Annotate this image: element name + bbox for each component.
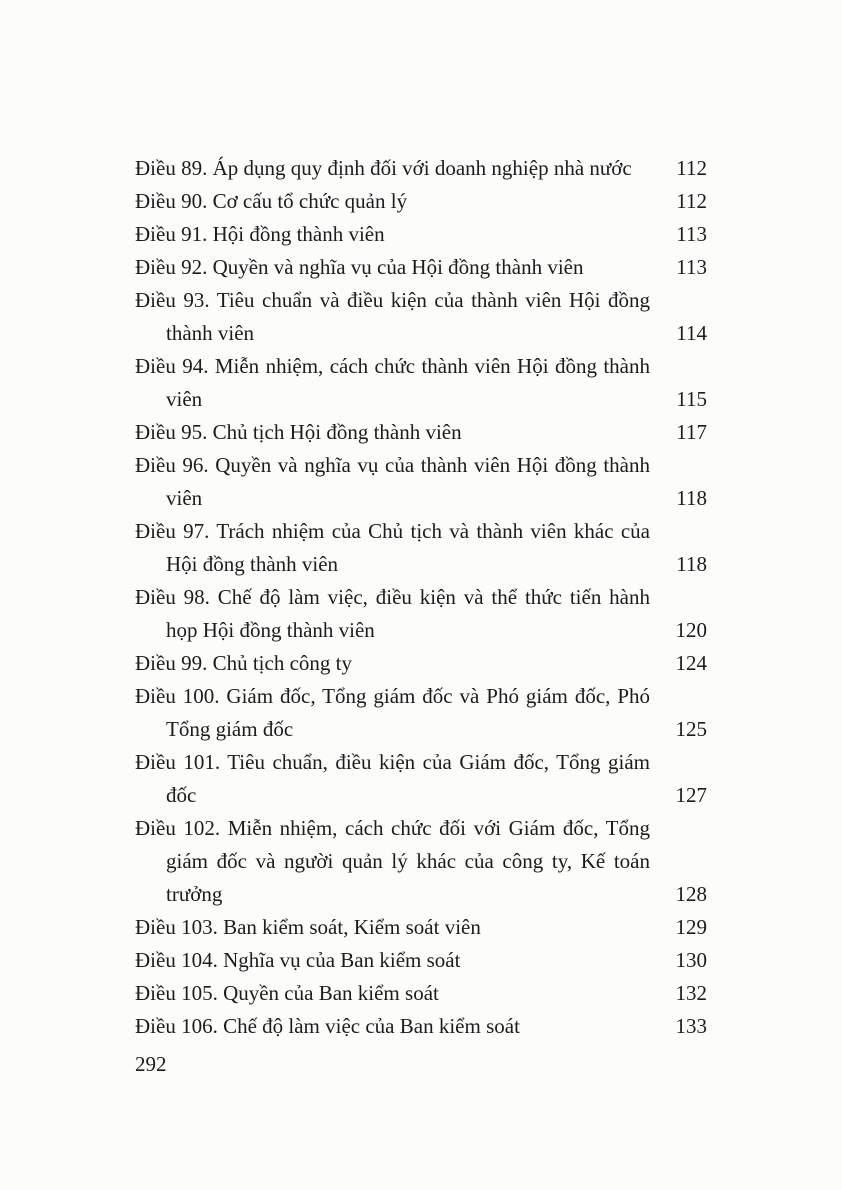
toc-entry: [135, 218, 707, 251]
toc-entry: [135, 350, 707, 416]
toc-entry: [135, 515, 707, 581]
toc-entry-title: Điều 92. Quyền và nghĩa vụ của Hội đồng thành viên: [135, 255, 584, 279]
toc-entry-title: Điều 93. Tiêu chuẩn và điều kiện của thành viên Hội đồng thành viên: [135, 288, 650, 345]
toc-entry: [135, 251, 707, 284]
toc-entry-title: Điều 94. Miễn nhiệm, cách chức thành viên Hội đồng thành viên: [135, 354, 650, 411]
toc-entry-page: 127: [675, 783, 707, 807]
toc-entry: [135, 680, 707, 746]
toc-entry-title: Điều 102. Miễn nhiệm, cách chức đối với Giám đốc, Tổng giám đốc và người quản lý khác của công ty, Kế toán trưởng: [135, 816, 650, 906]
toc-entry-page: 129: [675, 915, 707, 939]
toc-entry: [135, 911, 707, 944]
toc-entry-title: Điều 104. Nghĩa vụ của Ban kiểm soát: [135, 948, 461, 972]
toc-entry: [135, 944, 707, 977]
toc-entry-title: Điều 100. Giám đốc, Tổng giám đốc và Phó giám đốc, Phó Tổng giám đốc: [135, 684, 650, 741]
toc-entry: [135, 185, 707, 218]
toc-entry-title: Điều 101. Tiêu chuẩn, điều kiện của Giám đốc, Tổng giám đốc: [135, 750, 650, 807]
toc-entry-page: 120: [675, 618, 707, 642]
toc-entry: [135, 581, 707, 647]
toc-entry-page: 118: [676, 552, 707, 576]
toc-entry: [135, 812, 707, 911]
toc-entry-title: Điều 105. Quyền của Ban kiểm soát: [135, 981, 439, 1005]
toc-entry: [135, 284, 707, 350]
toc-entry-page: 132: [675, 981, 707, 1005]
toc-entry-page: 112: [676, 156, 707, 180]
toc-entry-page: 130: [675, 948, 707, 972]
toc-entry-page: 115: [676, 387, 707, 411]
toc-entry-page: 114: [676, 321, 707, 345]
toc-entry: [135, 977, 707, 1010]
toc-entry-page: 128: [675, 882, 707, 906]
toc-entry-title: Điều 97. Trách nhiệm của Chủ tịch và thành viên khác của Hội đồng thành viên: [135, 519, 650, 576]
toc-entry-page: 113: [676, 222, 707, 246]
toc-entry-title: Điều 95. Chủ tịch Hội đồng thành viên: [135, 420, 462, 444]
toc-entry-page: 117: [676, 420, 707, 444]
toc-entry-title: Điều 99. Chủ tịch công ty: [135, 651, 352, 675]
toc-entry: [135, 647, 707, 680]
toc-entry-page: 113: [676, 255, 707, 279]
toc-entry-title: Điều 98. Chế độ làm việc, điều kiện và thể thức tiến hành họp Hội đồng thành viên: [135, 585, 650, 642]
toc-entry-title: Điều 96. Quyền và nghĩa vụ của thành viên Hội đồng thành viên: [135, 453, 650, 510]
toc-entry: [135, 746, 707, 812]
toc-entry-page: 125: [675, 717, 707, 741]
toc-entry-title: Điều 89. Áp dụng quy định đối với doanh nghiệp nhà nước: [135, 156, 632, 180]
toc-entry-title: Điều 106. Chế độ làm việc của Ban kiểm soát: [135, 1014, 520, 1038]
toc-entry-title: Điều 90. Cơ cấu tổ chức quản lý: [135, 189, 408, 213]
toc-entry-title: Điều 91. Hội đồng thành viên: [135, 222, 385, 246]
toc-entry: [135, 152, 707, 185]
toc-entry: [135, 1010, 707, 1043]
toc-entry-title: Điều 103. Ban kiểm soát, Kiểm soát viên: [135, 915, 481, 939]
toc-entry-page: 133: [675, 1014, 707, 1038]
page-number-folio: 292: [135, 1052, 167, 1076]
toc-entry: [135, 416, 707, 449]
toc-entry-page: 124: [675, 651, 707, 675]
toc-entry-page: 118: [676, 486, 707, 510]
table-of-contents: [135, 152, 707, 1043]
toc-entry-page: 112: [676, 189, 707, 213]
toc-entry: [135, 449, 707, 515]
